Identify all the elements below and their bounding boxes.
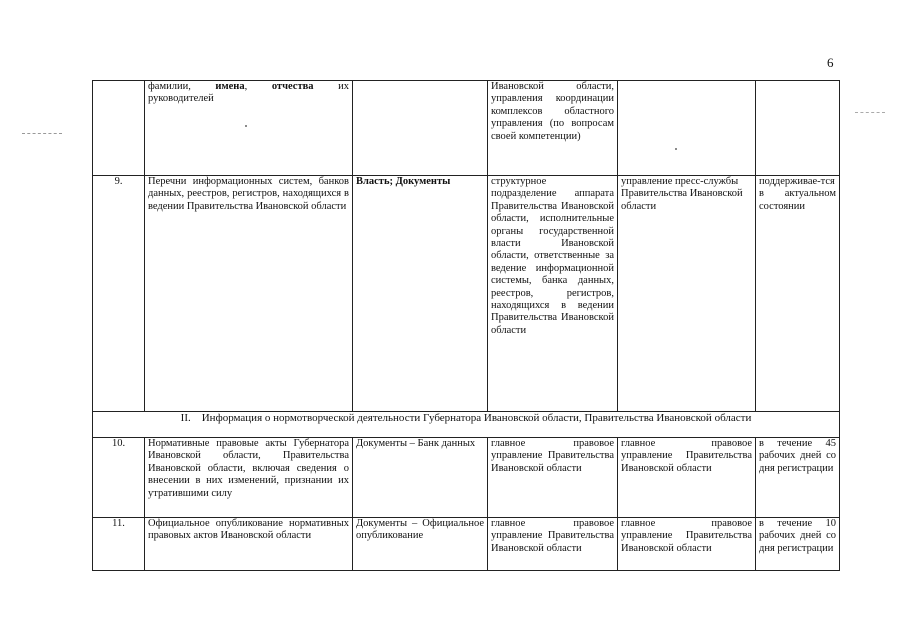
cell-period: в течение 10 рабочих дней со дня регистрации — [756, 518, 840, 571]
cell-info-type: Нормативные правовые акты Губернатора Ивановской области, Правительства Ивановской области, включая сведения о внесении в них изменений, признании их утратившими силу — [145, 438, 353, 518]
cell-responsible: главное правовое управление Правительства Ивановской области — [488, 518, 618, 571]
cell-section: Власть; Документы — [353, 176, 488, 412]
table-row — [93, 176, 840, 412]
cell-section — [353, 81, 488, 176]
cell-period — [756, 81, 840, 176]
cell-info-type: Официальное опубликование нормативных правовых актов Ивановской области — [145, 518, 353, 571]
section-title: II. Информация о нормотворческой деятельности Губернатора Ивановской области, Правительства Ивановской области — [93, 412, 840, 438]
cell-number: 10. — [93, 438, 145, 518]
cell-period: в течение 45 рабочих дней со дня регистрации — [756, 438, 840, 518]
cell-responsible: Ивановской области, управления координации комплексов областного управления (по вопросам своей компетенции) — [488, 81, 618, 176]
cell-info-type: Перечни информационных систем, банков данных, реестров, регистров, находящихся в ведении Правительства Ивановской области — [145, 176, 353, 412]
scan-artifact-line — [855, 112, 885, 113]
cell-section: Документы – Банк данных — [353, 438, 488, 518]
cell-responsible: структурное подразделение аппарата Правительства Ивановской области, исполнительные органы государственной власти Ивановской области, ответственные за ведение информационной системы, банка данных, реестров, регистров, находящихся в ведении Правительства Ивановской области — [488, 176, 618, 412]
cell-publisher: главное правовое управление Правительства Ивановской области — [618, 438, 756, 518]
table-row — [93, 518, 840, 571]
cell-publisher — [618, 81, 756, 176]
cell-section: Документы – Официальное опубликование — [353, 518, 488, 571]
section-header-row — [93, 412, 840, 438]
cell-responsible: главное правовое управление Правительства Ивановской области — [488, 438, 618, 518]
document-table — [92, 80, 840, 571]
cell-publisher: главное правовое управление Правительства Ивановской области — [618, 518, 756, 571]
scan-artifact-line — [22, 133, 62, 134]
cell-info-type: фамилии, имена, отчества их руководителей — [145, 81, 353, 176]
page-number: 6 — [827, 55, 834, 70]
cell-period: поддерживае-тся в актуальном состоянии — [756, 176, 840, 412]
cell-publisher: управление пресс-службы Правительства Ивановской области — [618, 176, 756, 412]
cell-number: 9. — [93, 176, 145, 412]
table-row — [93, 81, 840, 176]
cell-number: 11. — [93, 518, 145, 571]
cell-number — [93, 81, 145, 176]
table-row — [93, 438, 840, 518]
